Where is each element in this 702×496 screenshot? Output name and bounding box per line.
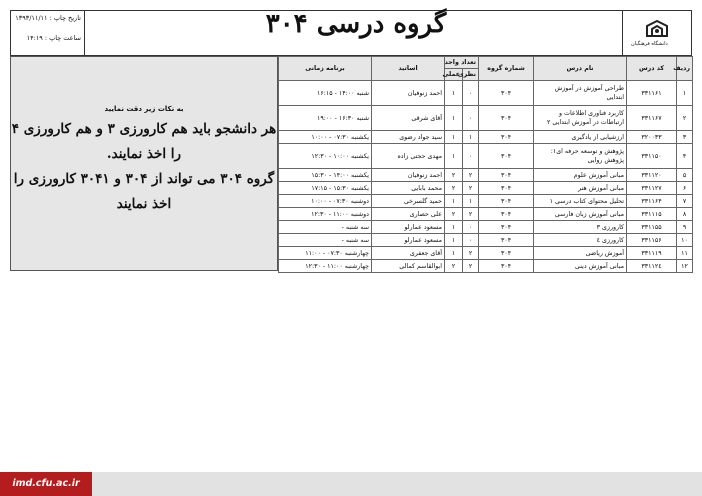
cell-group: ۳۰۴ [479, 195, 534, 208]
notes-heading: به نکات زیر دقت نمایید [104, 105, 184, 113]
cell-group: ۳۰۴ [479, 106, 534, 131]
cell-schedule: شنبه ۱۴:۰۰ - ۱۶:۱۵ [279, 81, 372, 106]
cell-practical: ۱ [445, 144, 463, 169]
cell-practical: ۱ [445, 106, 463, 131]
cell-code: ۳۲۰۰۳۳ [627, 131, 677, 144]
cell-name: طراحی آموزش در آموزش ابتدایی [534, 81, 627, 106]
cell-practical: ۲ [445, 182, 463, 195]
table-row [279, 247, 693, 260]
logo-text: دانشگاه فرهنگیان [631, 41, 668, 47]
cell-theory: ۰ [463, 234, 479, 247]
cell-practical: ۱ [445, 221, 463, 234]
page-title: گروه درسی ۳۰۴ [265, 9, 447, 39]
cell-schedule: چهارشنبه ۰۷:۳۰ - ۱۱:۰۰ [279, 247, 372, 260]
notes-panel [10, 56, 278, 271]
cell-theory: ۲ [463, 169, 479, 182]
cell-group: ۳۰۴ [479, 221, 534, 234]
cell-row: ۱۰ [677, 234, 693, 247]
table-row [279, 131, 693, 144]
cell-theory: ۲ [463, 260, 479, 273]
cell-teacher: آقای جعفری [372, 247, 445, 260]
cell-group: ۳۰۴ [479, 260, 534, 273]
cell-schedule: یکشنبه ۱۰:۰۰ - ۱۲:۳۰ [279, 144, 372, 169]
table-row [279, 106, 693, 131]
cell-teacher: ابوالقاسم کمالی [372, 260, 445, 273]
cell-theory: ۰ [463, 144, 479, 169]
cell-teacher: سید جواد رضوی [372, 131, 445, 144]
cell-name: تحلیل محتوای کتاب درسی ۱ [534, 195, 627, 208]
cell-row: ۵ [677, 169, 693, 182]
cell-code: ۳۳۱۱۵۰ [627, 144, 677, 169]
note-line-2: گروه ۳۰۴ می تواند از ۳۰۴ و ۳۰۴۱ کارورزی را اخذ نمایند [13, 171, 275, 212]
cell-teacher: آقای شرقی [372, 106, 445, 131]
cell-name: کارورزی ۳ [534, 221, 627, 234]
header-name: نام درس [534, 57, 627, 81]
cell-teacher: علی حصاری [372, 208, 445, 221]
notes-body [11, 117, 277, 217]
cell-schedule: سه شنبه - [279, 221, 372, 234]
header-row: ردیف [677, 57, 693, 81]
header-teacher: اساتید [372, 57, 445, 81]
cell-row: ۲ [677, 106, 693, 131]
cell-practical: ۱ [445, 195, 463, 208]
cell-teacher: مهدی حجتی زاده [372, 144, 445, 169]
cell-name: پژوهش و توسعه حرفه ای۱: پژوهش روایی [534, 144, 627, 169]
cell-code: ۳۳۱۱۵۶ [627, 234, 677, 247]
logo-box [622, 10, 692, 56]
cell-group: ۳۰۴ [479, 144, 534, 169]
cell-name: کارورزی ٤ [534, 234, 627, 247]
cell-schedule: یکشنبه ۰۷:۳۰ - ۱۰:۰۰ [279, 131, 372, 144]
cell-group: ۳۰۴ [479, 81, 534, 106]
cell-name: آموزش ریاضی [534, 247, 627, 260]
cell-theory: ۲ [463, 247, 479, 260]
cell-row: ۱۱ [677, 247, 693, 260]
cell-practical: ۲ [445, 260, 463, 273]
cell-group: ۳۰۴ [479, 182, 534, 195]
cell-code: ۳۳۱۱۶۷ [627, 106, 677, 131]
cell-name: مبانی آموزش دینی [534, 260, 627, 273]
cell-theory: ۲ [463, 182, 479, 195]
cell-group: ۳۰۴ [479, 131, 534, 144]
university-logo-icon [645, 20, 669, 38]
table-row [279, 195, 693, 208]
cell-teacher: مسعود عمارلو [372, 221, 445, 234]
cell-schedule: سه شنبه - [279, 234, 372, 247]
site-link[interactable]: imd.cfu.ac.ir [0, 472, 92, 496]
cell-row: ۱ [677, 81, 693, 106]
cell-group: ۳۰۴ [479, 234, 534, 247]
course-table [278, 56, 693, 273]
header-theory: نظری [463, 69, 479, 81]
cell-practical: ۱ [445, 234, 463, 247]
cell-practical: ۱ [445, 131, 463, 144]
cell-row: ۳ [677, 131, 693, 144]
header-code: کد درس [627, 57, 677, 81]
table-row [279, 234, 693, 247]
cell-teacher: محمد بابایی [372, 182, 445, 195]
cell-name: کاربرد فناوری اطلاعات و ارتباطات در آموزش ابتدایی ۲ [534, 106, 627, 131]
cell-theory: ۱ [463, 195, 479, 208]
cell-code: ۳۳۱۱۲٤ [627, 260, 677, 273]
cell-code: ۳۳۱۱۲۷ [627, 182, 677, 195]
table-row [279, 182, 693, 195]
print-info [10, 10, 85, 56]
cell-row: ۹ [677, 221, 693, 234]
cell-name: مبانی آموزش هنر [534, 182, 627, 195]
table-row [279, 144, 693, 169]
cell-schedule: دوشنبه ۱۱:۰۰ - ۱۲:۳۰ [279, 208, 372, 221]
table-row [279, 81, 693, 106]
cell-name: ارزشیابی از یادگیری [534, 131, 627, 144]
cell-practical: ۲ [445, 169, 463, 182]
table-body [279, 81, 693, 273]
cell-code: ۳۳۱۱۲۰ [627, 169, 677, 182]
cell-practical: ۲ [445, 208, 463, 221]
table-row [279, 221, 693, 234]
cell-teacher: احمد زنوفیان [372, 81, 445, 106]
cell-row: ۷ [677, 195, 693, 208]
cell-code: ۳۳۱۱۱۵ [627, 208, 677, 221]
cell-group: ۳۰۴ [479, 247, 534, 260]
cell-row: ۴ [677, 144, 693, 169]
table-row [279, 208, 693, 221]
cell-schedule: یکشنبه ۱۵:۳۰ - ۱۷:۱۵ [279, 182, 372, 195]
cell-theory: ۱ [463, 131, 479, 144]
header-group: شماره گروه [479, 57, 534, 81]
print-date: تاریخ چاپ : ۱۳۹۳/۱۱/۱۱ [15, 14, 81, 22]
cell-teacher: احمد زنوفیان [372, 169, 445, 182]
cell-schedule: چهارشنبه ۱۱:۰۰ - ۱۲:۳۰ [279, 260, 372, 273]
note-line-1: هر دانشجو باید هم کارورزی ۳ و هم کارورزی ۴ را اخذ نمایند. [11, 121, 277, 162]
cell-theory: ۰ [463, 221, 479, 234]
cell-code: ۳۳۱۱۱۹ [627, 247, 677, 260]
cell-name: مبانی آموزش علوم [534, 169, 627, 182]
header-schedule: برنامه زمانی [279, 57, 372, 81]
cell-practical: ۱ [445, 81, 463, 106]
header-units: تعداد واحد [445, 57, 479, 69]
cell-code: ۳۳۱۱۶۱ [627, 81, 677, 106]
footer-bar [0, 472, 702, 496]
cell-theory: ۰ [463, 106, 479, 131]
cell-row: ۸ [677, 208, 693, 221]
table-row [279, 260, 693, 273]
cell-name: مبانی آموزش زبان فارسی [534, 208, 627, 221]
cell-practical: ۱ [445, 247, 463, 260]
table-row [279, 169, 693, 182]
cell-schedule: یکشنبه ۱۴:۰۰ - ۱۵:۳۰ [279, 169, 372, 182]
cell-code: ۳۳۱۱۵۵ [627, 221, 677, 234]
cell-teacher: حمید گلسرخی [372, 195, 445, 208]
cell-group: ۳۰۴ [479, 208, 534, 221]
cell-code: ۳۳۱۱۶۴ [627, 195, 677, 208]
cell-row: ۶ [677, 182, 693, 195]
cell-group: ۳۰۴ [479, 169, 534, 182]
header-practical: عملی [445, 69, 463, 81]
print-time: ساعت چاپ : ۱۴:۱۹ [26, 34, 81, 42]
cell-schedule: شنبه ۱۶:۳۰ - ۱۹:۰۰ [279, 106, 372, 131]
cell-row: ۱۲ [677, 260, 693, 273]
cell-schedule: دوشنبه ۰۷:۳۰ - ۱۰:۰۰ [279, 195, 372, 208]
cell-theory: ۰ [463, 81, 479, 106]
cell-theory: ۲ [463, 208, 479, 221]
cell-teacher: مسعود عمارلو [372, 234, 445, 247]
